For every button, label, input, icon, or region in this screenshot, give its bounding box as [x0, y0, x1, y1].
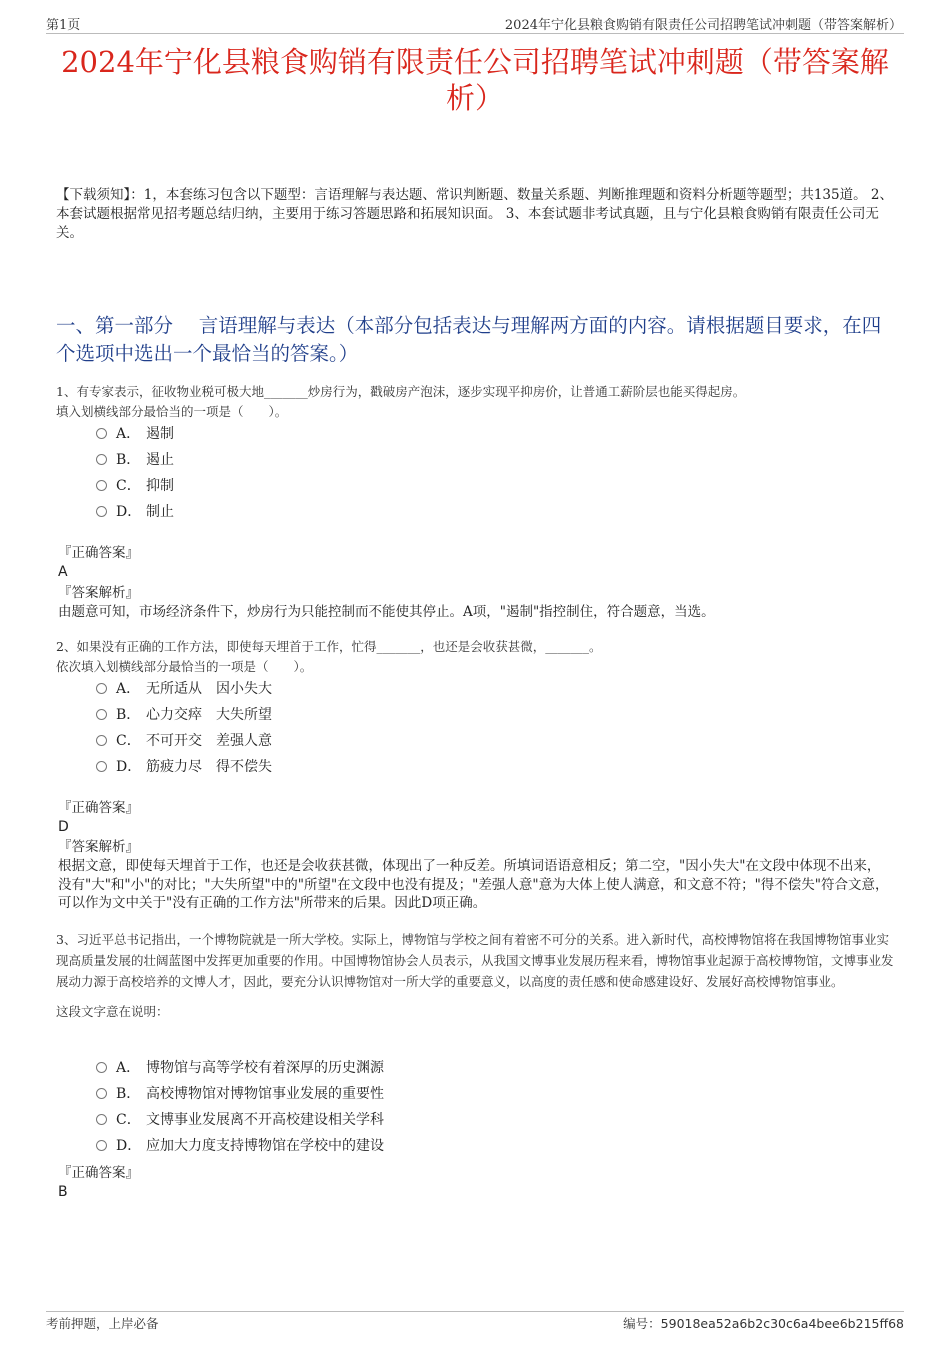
page-number: 第1页	[46, 18, 81, 33]
radio-icon[interactable]	[96, 709, 107, 720]
answer-label: 『正确答案』	[58, 1165, 139, 1181]
option-1b[interactable]: B． 遏止	[96, 450, 174, 470]
question-prompt: 填入划横线部分最恰当的一项是（ ）。	[56, 404, 288, 419]
header-divider	[46, 33, 904, 34]
question-2	[56, 637, 900, 677]
analysis-text: 根据文意，即使每天埋首于工作，也还是会收获甚微，体现出了一种反差。所填词语语意相反；第二空，"因小失大"在文段中体现不出来，没有"大"和"小"的对比；"大失所望"中的"所望"在文段中也没有提及；"差强人意"意为大体上使人满意，和文意不符；"得不偿失"符合文意，可以作为文中关于"没有正确的工作方法"所带来的后果。因此D项正确。	[58, 858, 889, 911]
question-stem: 2、如果没有正确的工作方法，即使每天埋首于工作，忙得_______，也还是会收获甚微，_______。	[56, 639, 602, 654]
question-prompt: 这段文字意在说明：	[56, 1004, 169, 1019]
analysis-text: 由题意可知，市场经济条件下，炒房行为只能控制而不能使其停止。A项，"遏制"指控制住，符合题意，当选。	[58, 604, 715, 620]
radio-icon[interactable]	[96, 735, 107, 746]
footer-divider	[46, 1311, 904, 1312]
section-heading: 一、第一部分 言语理解与表达（本部分包括表达与理解两方面的内容。请根据题目要求，在四个选项中选出一个最恰当的答案。）	[56, 314, 882, 365]
radio-icon[interactable]	[96, 761, 107, 772]
download-notice: 【下载须知】：1，本套练习包含以下题型：言语理解与表达题、常识判断题、数量关系题、判断推理题和资料分析题等题型；共135道。 2、本套试题根据常见招考题总结归纳，主要用于练习答题思路和拓展知识面。 3、本套试题非考试真题，且与宁化县粮食购销有限责任公司无关。	[56, 187, 893, 241]
footer-code-label: 编号：	[623, 1316, 661, 1331]
footer-slogan: 考前押题，上岸必备	[46, 1316, 159, 1331]
page-title: 2024年宁化县粮食购销有限责任公司招聘笔试冲刺题（带答案解析）	[61, 45, 889, 115]
option-2a[interactable]: A． 无所适从 因小失大	[96, 679, 272, 699]
radio-icon[interactable]	[96, 683, 107, 694]
option-3b[interactable]: B． 高校博物馆对博物馆事业发展的重要性	[96, 1084, 384, 1104]
analysis-label: 『答案解析』	[58, 839, 139, 855]
radio-icon[interactable]	[96, 454, 107, 465]
option-3a[interactable]: A． 博物馆与高等学校有着深厚的历史渊源	[96, 1058, 384, 1078]
answer-label: 『正确答案』	[58, 545, 139, 561]
header-doc-title: 2024年宁化县粮食购销有限责任公司招聘笔试冲刺题（带答案解析）	[504, 18, 902, 33]
radio-icon[interactable]	[96, 506, 107, 517]
radio-icon[interactable]	[96, 480, 107, 491]
option-2b[interactable]: B． 心力交瘁 大失所望	[96, 705, 272, 725]
question-3	[56, 929, 900, 1022]
option-3c[interactable]: C． 文博事业发展离不开高校建设相关学科	[96, 1110, 384, 1130]
radio-icon[interactable]	[96, 1114, 107, 1125]
question-stem: 3、习近平总书记指出，一个博物院就是一所大学校。实际上，博物馆与学校之间有着密不可分的关系。进入新时代，高校博物馆将在我国博物馆事业实现高质量发展的壮阔蓝图中发挥更加重要的作用。中国博物馆协会人员表示，从我国文博事业发展历程来看，博物馆事业起源于高校博物馆，文博事业发展动力源于高校培养的文博人才，因此，要充分认识博物馆对一所大学的重要意义，以高度的责任感和使命感建设好、发展好高校博物馆事业。	[56, 932, 894, 989]
answer-value: B	[58, 1184, 68, 1200]
option-1d[interactable]: D． 制止	[96, 502, 174, 522]
answer-value: A	[58, 564, 68, 580]
answer-value: D	[58, 819, 69, 835]
analysis-label: 『答案解析』	[58, 585, 139, 601]
option-2d[interactable]: D． 筋疲力尽 得不偿失	[96, 757, 272, 777]
question-1	[56, 382, 900, 422]
option-1a[interactable]: A． 遏制	[96, 424, 174, 444]
radio-icon[interactable]	[96, 1140, 107, 1151]
question-prompt: 依次填入划横线部分最恰当的一项是（ ）。	[56, 659, 313, 674]
footer-code	[623, 1314, 904, 1332]
option-3d[interactable]: D． 应加大力度支持博物馆在学校中的建设	[96, 1136, 384, 1156]
answer-label: 『正确答案』	[58, 800, 139, 816]
question-stem: 1、有专家表示，征收物业税可极大地_______炒房行为，戳破房产泡沫，逐步实现平抑房价，让普通工薪阶层也能买得起房。	[56, 384, 746, 399]
radio-icon[interactable]	[96, 1062, 107, 1073]
radio-icon[interactable]	[96, 428, 107, 439]
option-2c[interactable]: C． 不可开交 差强人意	[96, 731, 272, 751]
radio-icon[interactable]	[96, 1088, 107, 1099]
option-1c[interactable]: C． 抑制	[96, 476, 174, 496]
footer-code-value: 59018ea52a6b2c30c6a4bee6b215ff68	[660, 1316, 904, 1331]
